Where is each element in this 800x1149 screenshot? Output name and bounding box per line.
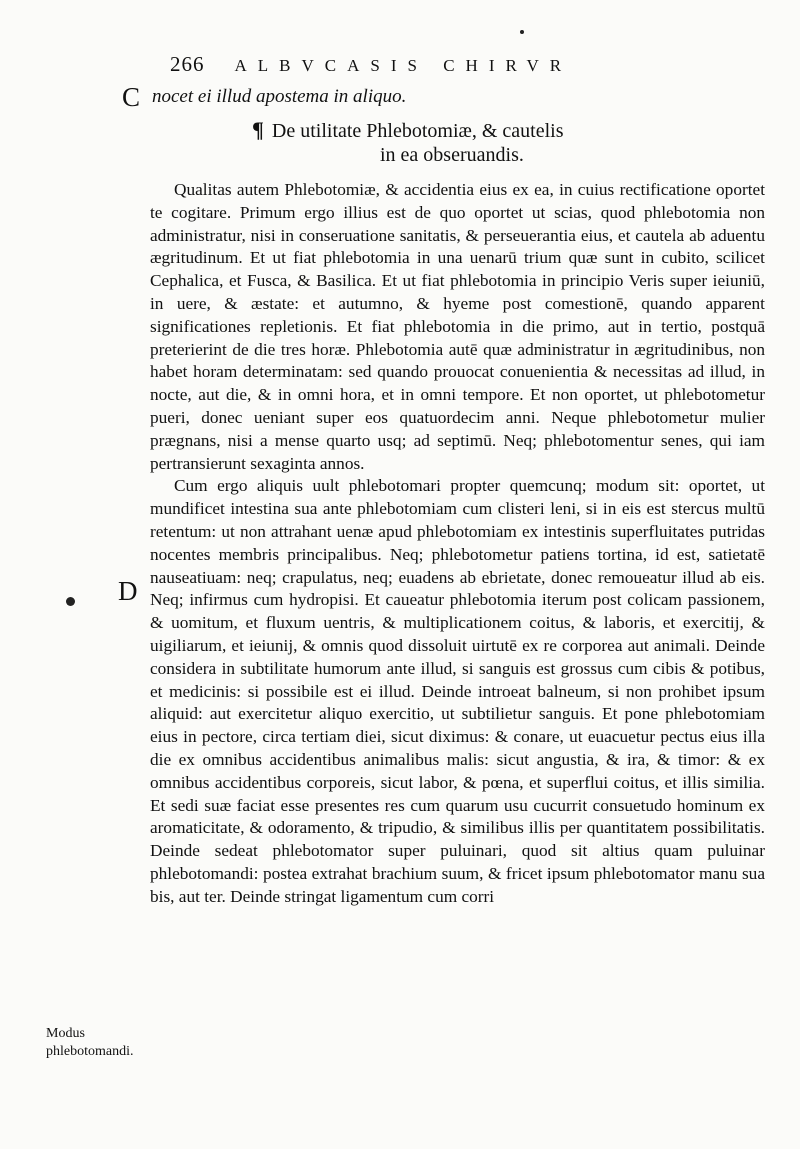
section-heading [252,118,692,167]
page-number: 266 [170,52,205,76]
margin-letter-d: D [118,576,138,606]
marginal-note: Modus phlebotomandi. [46,1026,134,1059]
ink-dot [66,597,75,606]
ink-speck [520,30,524,34]
margin-letter-c: C [122,82,141,112]
running-head: ALBVCASIS CHIRVR [234,56,573,75]
paragraph-1: Qualitas autem Phlebotomiæ, & accidentia eius ex ea, in cuius rectificatione oportet te cogitare. Primum ergo illius est de quo oportet ut scias, quod phlebotomia non administratur, nisi in conseruatione sanitatis, & perseuerantia eius, et cautela ab aduentu ægritudinum. Et ut fiat phlebotomia in una uenarū trium quæ sunt in cubito, scilicet Cephalica, et Fusca, & Basilica. Et ut fiat phlebotomia in principio Veris super ieiuniū, in uere, & æstate: et autumno, & hyeme post comestionē, quando apparent significationes repletionis. Et fiat phlebotomia in die primo, aut in tertio, postquā preterierint de die tres horæ. Phlebotomia autē quæ administratur in ægritudinibus, non habet horam determinatam: sed quando prouocat conuenientia & necessitas ad illud, in nocte, aut die, & in omni hora, et in omni tempore. Et non oportet, ut phlebotometur pueri, donec ueniant super eos quatuordecim anni. Neque phlebotometur mulier prægnans, nisi a mense quarto usq; ad septimū. Neq; phlebotomentur senes, qui iam pertransierunt sexaginta annos. [150,180,765,473]
paragraph-2: Cum ergo aliquis uult phlebotomari propter quemcunq; modum sit: oportet, ut mundificet intestina sua ante phlebotomiam cum clisteri leni, si in eis est stercus multū retentum: ut non attrahant uenæ apud phlebotomiam ex intestinis superfluitates putridas nocentes membris principalibus. Neq; phlebotometur patiens tortina, id est, satietatē nauseatiuam: neq; crapulatus, neq; euadens ab ebrietate, donec remoueatur illud ab eis. Neq; infirmus cum hydropisi. Et caueatur phlebotomia iterum post colicam passionem, & uomitum, et fluxum uentris, & multiplicationem coitus, & laboris, et exercitij, & uigiliarum, et ieiunij, & omnis quod dissoluit uirtutē ex re corporea aut animali. Deinde considera in subtilitate humorum ante illud, si sanguis est grossus cum cibis & potibus, et medicinis: si possibile est ei illud. Deinde introeat balneum, si non prohibet ipsum aliquid: aut exercitetur aliquo exercitio, ut subtilietur sanguis. Et pone phlebotomiam eius in pectore, circa tertiam diei, sicut diximus: & conare, ut euacuetur pectus eius illa die ex omnibus accidentibus animalibus malis: sicut angustia, & ira, & timor: & ex omnibus accidentibus corporeis, sicut labor, & pœna, et superflui coitus, et illis similia. Et sedi suæ faciat esse presentes res cum quarum usu cucurrit consuetudo hominum ex aromaticitate, & odoramento, & tripudio, & similibus illis per quantitatem possibilitatis. Deinde sedeat phlebotomator super puluinari, quod sit altius quam puluinar phlebotomandi: postea extrahat brachium suum, & fricet ipsum phlebotomator manu sua bis, aut ter. Deinde stringat ligamentum cum corri [150,476,765,906]
heading-line-1: De utilitate Phlebotomiæ, & cautelis [271,120,564,142]
page-header [170,52,782,80]
heading-line-2: in ea obseruandis. [380,144,524,166]
pilcrow-icon: ¶ [252,117,264,142]
body-text [150,179,765,909]
first-line: nocet ei illud apostema in aliquo. [152,86,407,107]
